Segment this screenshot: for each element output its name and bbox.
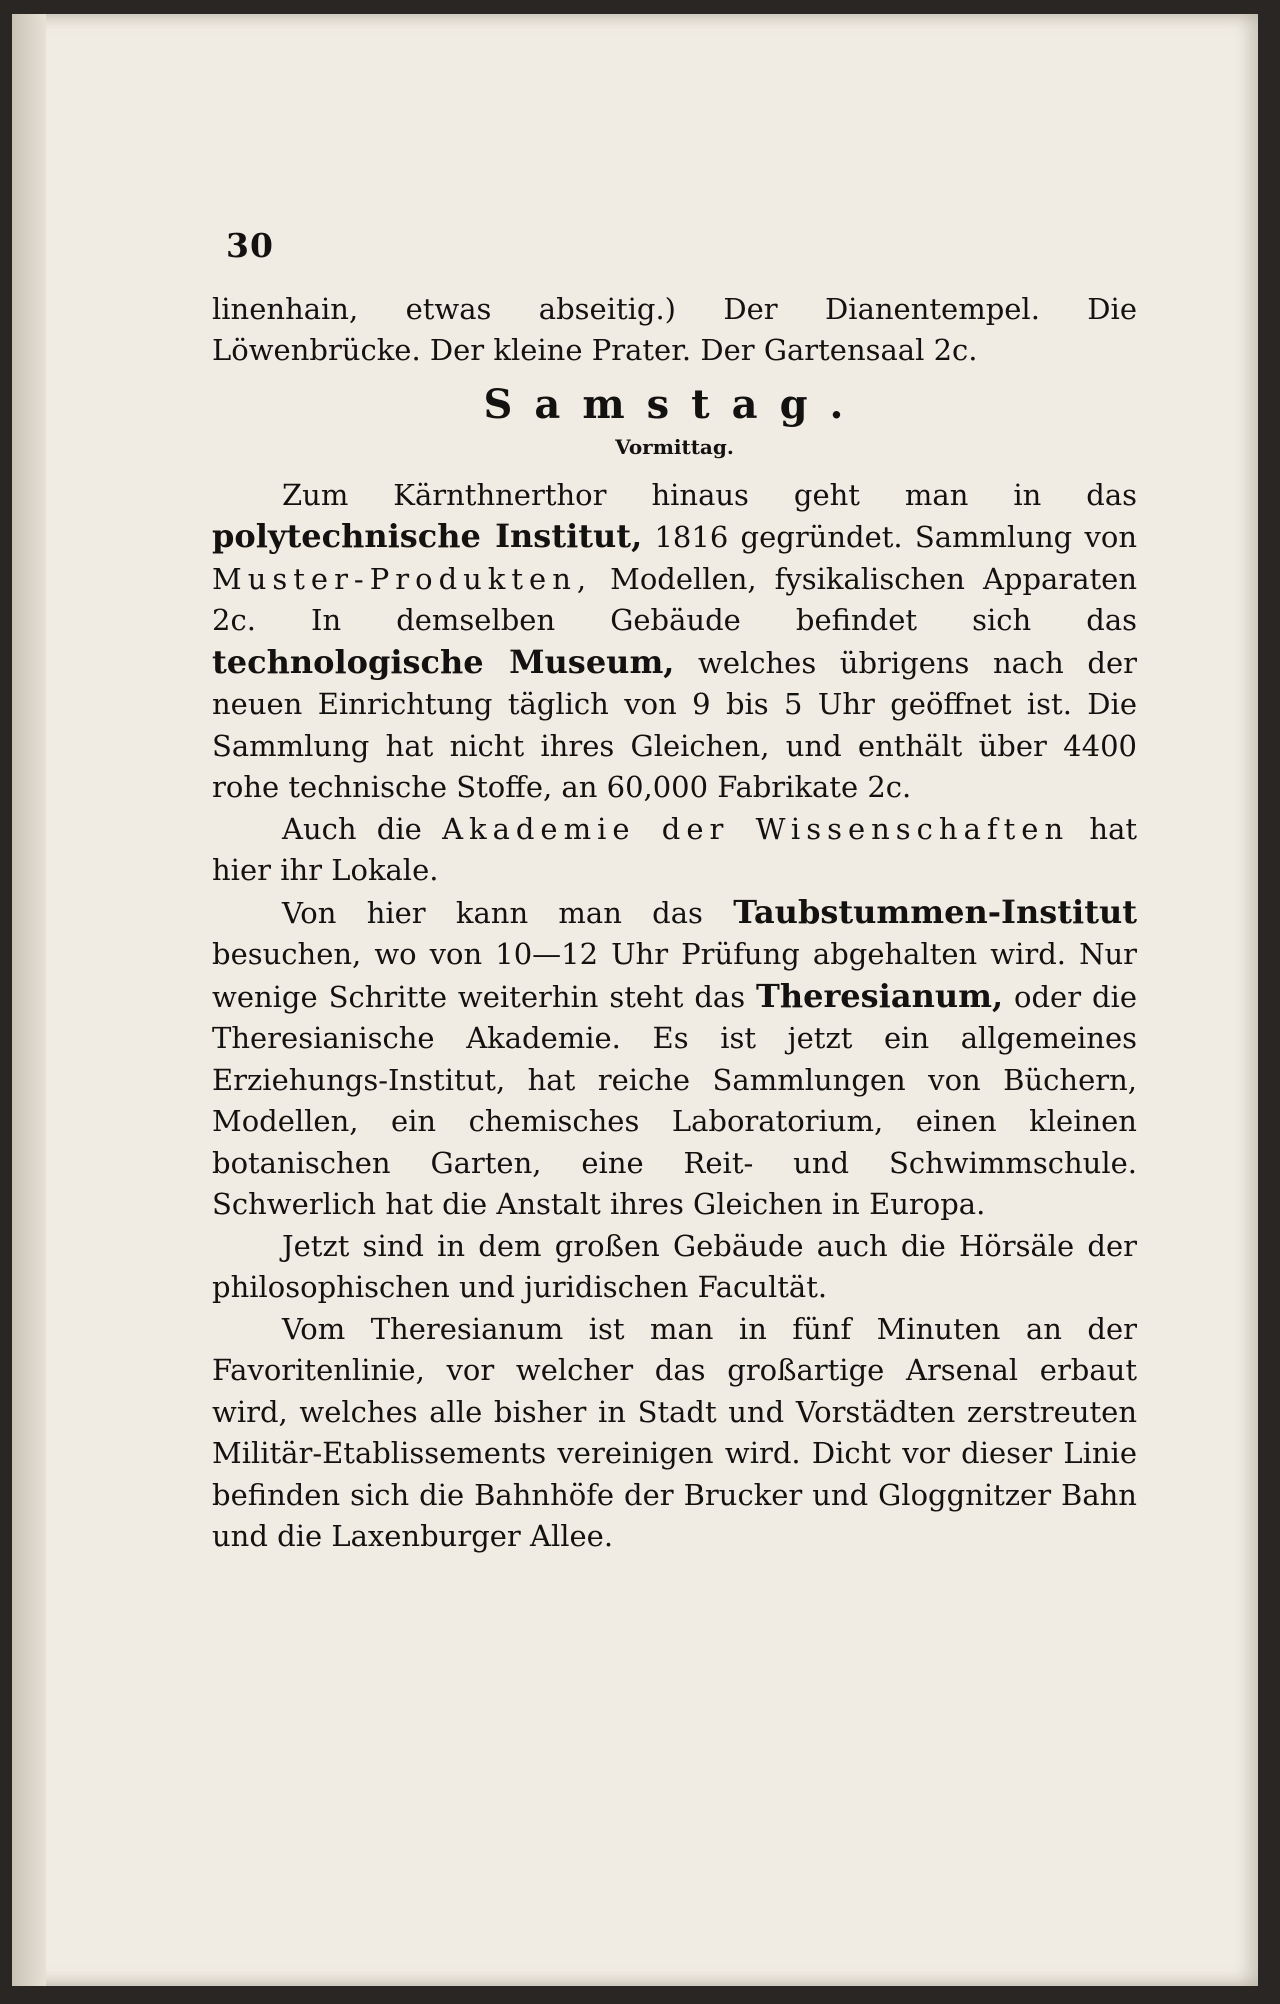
p1-text-c: 1816 gegründet. Sammlung von	[654, 520, 1137, 554]
p1-text-a: Zum Kärnthnerthor hinaus geht man in das	[282, 477, 1137, 512]
p2-text-c: hat hier ihr Lokale.	[212, 811, 1138, 887]
p1-text-e: Modellen, fysikalischen Apparaten 2c. In demselben Gebäude befindet sich das	[212, 561, 1137, 637]
paragraph-polytechnic	[212, 475, 1137, 809]
paragraph-academy	[212, 809, 1137, 892]
page-number: 30	[226, 226, 274, 265]
section-subheading: Vormittag.	[615, 435, 734, 459]
opening-paragraph: linenhain, etwas abseitig.) Der Dianentempel. Die Löwenbrücke. Der kleine Prater. Der Gartensaal 2c.	[212, 291, 1137, 367]
academy-term: Akademie der Wissenschaften	[442, 811, 1070, 846]
p2-text-a: Auch die	[282, 811, 422, 846]
sample-products-term: Muster-Produkten,	[212, 561, 593, 596]
paragraph-lecture-halls: Jetzt sind in dem großen Gebäude auch die Hörsäle der philosophischen und juridischen Facultät.	[212, 1228, 1137, 1304]
page-content	[212, 209, 1137, 1558]
theresianum-term: Theresianum,	[756, 976, 1004, 1015]
book-page	[12, 14, 1258, 1986]
p3-text-e: oder die Theresianische Akademie. Es ist jetzt ein allgemeines Erziehungs-Institut, hat reiche Sammlungen von Büchern, Modellen, ein chemisches Laboratorium, einen kleinen botanischen Garten, eine Reit- und Schwimmschule. Schwerlich hat die Anstalt ihres Gleichen in Europa.	[212, 979, 1137, 1221]
p3-text-c: besuchen, wo von 10—12 Uhr Prüfung abgehalten wird. Nur wenige Schritte weiterhin steht das	[212, 937, 1137, 1014]
p3-text-a: Von hier kann man das	[282, 895, 703, 930]
paragraph-deaf-institute	[212, 892, 1137, 1226]
section-heading: Samstag.	[483, 380, 866, 428]
paragraph-favoriten: Vom Theresianum ist man in fünf Minuten an der Favoritenlinie, vor welcher das großartige Arsenal erbaut wird, welches alle bisher in Stadt und Vorstädten zerstreuten Militär-Etablissements vereinigen wird. Dicht vor dieser Linie befinden sich die Bahnhöfe der Brucker und Gloggnitzer Bahn und die Laxenburger Allee.	[212, 1311, 1137, 1553]
polytechnic-institute-term: polytechnische Institut,	[212, 517, 643, 555]
p1-text-g: welches übrigens nach der neuen Einrichtung täglich von 9 bis 5 Uhr geöffnet ist. Die Sammlung hat nicht ihres Gleichen, und enthält über 4400 rohe technische Stoffe, an 60,000 Fabrikate 2c.	[212, 645, 1137, 804]
deaf-institute-term: Taubstummen-Institut	[733, 892, 1138, 931]
technological-museum-term: technologische Museum,	[212, 642, 675, 681]
page-gutter	[12, 14, 46, 1986]
